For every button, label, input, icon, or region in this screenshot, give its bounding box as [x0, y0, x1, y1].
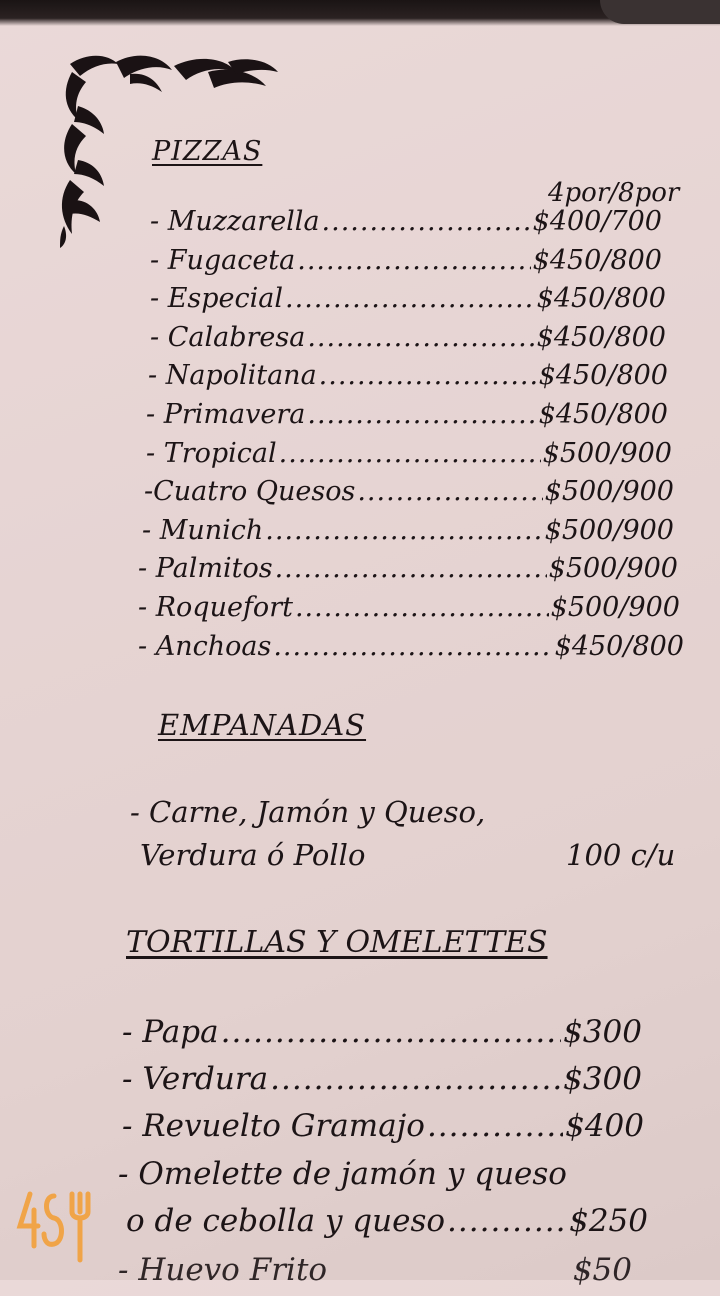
- leader-dots: [273, 631, 552, 662]
- leader-dots: [279, 438, 541, 469]
- pizza-price: $450/800: [536, 322, 666, 353]
- pizza-name: - Especial: [150, 283, 284, 314]
- pizza-price: $500/900: [544, 476, 674, 507]
- empanadas-line-1: - Carne, Jamón y Queso,: [130, 795, 486, 829]
- pizza-name: - Tropical: [146, 438, 277, 469]
- omelette-line-1: - Omelette de jamón y queso: [118, 1156, 567, 1192]
- pizza-row: [150, 206, 662, 244]
- sizes-header: 4por/8por: [548, 178, 680, 208]
- pizza-row: [146, 438, 672, 476]
- leader-dots: [295, 592, 549, 623]
- tortillas-title: TORTILLAS Y OMELETTES: [126, 925, 548, 960]
- pizza-name: -Cuatro Quesos: [144, 476, 356, 507]
- huevo-row: - Huevo Frito $50: [118, 1252, 632, 1288]
- tortilla-row-verdura: - Verdura ..... $300: [122, 1061, 642, 1105]
- pizza-name: - Anchoas: [138, 631, 272, 662]
- photo-top-edge: [0, 0, 720, 26]
- pizza-price: $450/800: [554, 631, 684, 662]
- pizza-name: - Roquefort: [138, 592, 293, 623]
- pizza-price: $500/900: [542, 438, 672, 469]
- pizza-price: $450/800: [538, 360, 668, 391]
- pizza-row: [148, 360, 668, 398]
- pizza-row: [146, 399, 668, 437]
- pizza-name: - Muzzarella: [150, 206, 320, 237]
- pizza-name: - Napolitana: [148, 360, 317, 391]
- leader-dots: [319, 360, 537, 391]
- leader-dots: [322, 206, 531, 237]
- pizza-row: [138, 631, 684, 669]
- pizzas-title: PIZZAS: [152, 136, 263, 167]
- pizza-price: $450/800: [536, 283, 666, 314]
- empanadas-line-2: Verdura ó Pollo: [140, 838, 366, 872]
- leader-dots: [307, 322, 534, 353]
- pizza-row: [150, 283, 666, 321]
- leader-dots: [285, 283, 535, 314]
- empanadas-price: 100 c/u: [566, 838, 676, 872]
- pizza-row: [138, 592, 680, 630]
- tortilla-row-papa: - Papa ..... $300: [122, 1014, 642, 1058]
- pizza-row: [144, 476, 674, 514]
- pizza-row: [138, 553, 678, 591]
- watermark-logo-icon: [14, 1186, 94, 1270]
- leader-dots: [357, 476, 542, 507]
- pizza-price: $450/800: [538, 399, 668, 430]
- pizza-price: $500/900: [550, 592, 680, 623]
- pizza-name: - Fugaceta: [150, 245, 296, 276]
- leader-dots: [297, 245, 530, 276]
- pizza-name: - Calabresa: [150, 322, 306, 353]
- pizza-price: $500/900: [548, 553, 678, 584]
- tortilla-row-revuelto: - Revuelto Gramajo ..... $400: [122, 1108, 644, 1152]
- pizza-row: [150, 245, 662, 283]
- pizza-name: - Palmitos: [138, 553, 273, 584]
- leader-dots: [307, 399, 536, 430]
- pizza-price: $450/800: [532, 245, 662, 276]
- pizza-price: $400/700: [532, 206, 662, 237]
- leader-dots: [265, 515, 542, 546]
- omelette-line-2: o de cebolla y queso ..... $250: [126, 1203, 648, 1247]
- pizza-row: [142, 515, 674, 553]
- pizza-name: - Primavera: [146, 399, 306, 430]
- pizza-name: - Munich: [142, 515, 264, 546]
- pizza-row: [150, 322, 666, 360]
- leader-dots: [275, 553, 547, 584]
- pizza-price: $500/900: [544, 515, 674, 546]
- empanadas-title: EMPANADAS: [158, 708, 367, 742]
